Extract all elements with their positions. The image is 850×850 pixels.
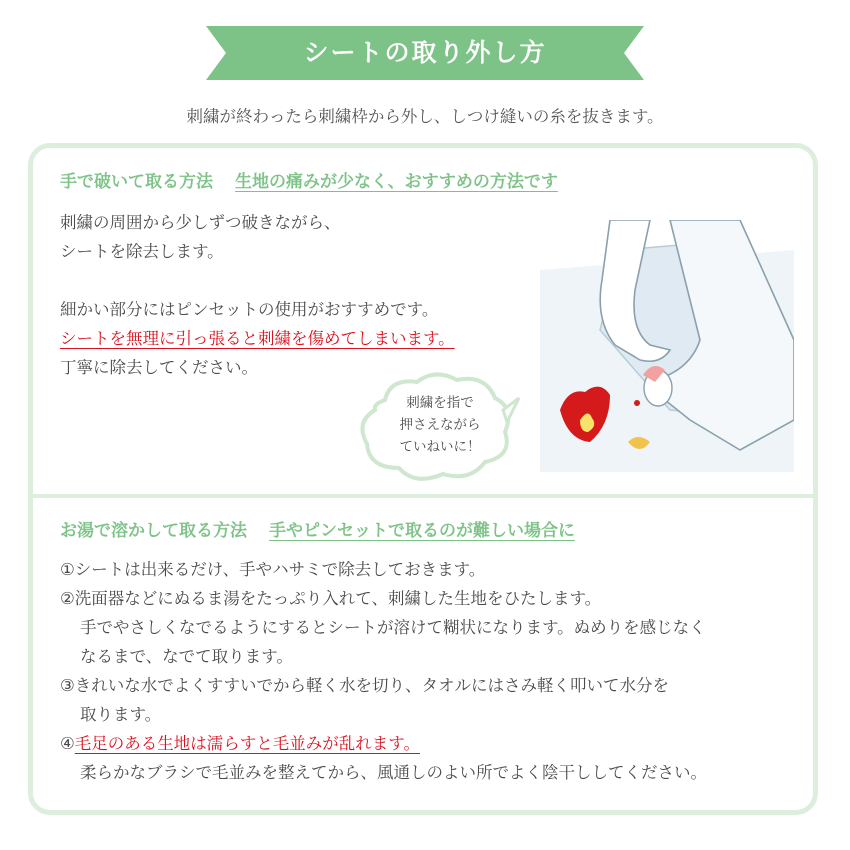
section1-subtitle: 生地の痛みが少なく、おすすめの方法です — [235, 172, 558, 192]
sheet-removal-illustration — [540, 220, 794, 472]
step4-warning: 毛足のある生地は濡らすと毛並みが乱れます。 — [74, 734, 420, 753]
section1-warning: シートを無理に引っ張ると刺繍を傷めてしまいます。 — [60, 329, 455, 348]
section1-line: 細かい部分にはピンセットの使用がおすすめです。 — [60, 300, 439, 319]
bubble-line: ていねいに！ — [399, 439, 481, 455]
title-ribbon — [206, 26, 644, 80]
step-line: ②洗面器などにぬるま湯をたっぷり入れて、刺繍した生地をひたします。 — [60, 589, 602, 608]
section1-body — [60, 208, 455, 382]
step-line: ①シートは出来るだけ、手やハサミで除去しておきます。 — [60, 560, 486, 579]
bubble-line: 押さえながら — [399, 417, 481, 433]
step-line: ③きれいな水でよくすすいでから軽く水を切り、タオルにはさみ軽く叩いて水分を — [60, 676, 669, 695]
bubble-line: 刺繍を指で — [406, 395, 474, 411]
speech-bubble-text — [380, 392, 500, 458]
section2-steps — [60, 555, 707, 787]
step4-number: ④ — [60, 734, 75, 753]
section2-title: お湯で溶かして取る方法 — [60, 521, 247, 541]
step-line: 取ります。 — [80, 705, 162, 724]
step-line: 柔らかなブラシで毛並みを整えてから、風通しのよい所でよく陰干ししてください。 — [80, 763, 707, 782]
section2-heading — [60, 516, 575, 541]
section1-line: 刺繍の周囲から少しずつ破きながら、 — [60, 213, 341, 232]
step4-line — [60, 729, 707, 758]
page-title: シートの取り外し方 — [303, 38, 547, 67]
step-line: なるまで、なでて取ります。 — [80, 647, 293, 666]
section-divider — [28, 494, 818, 498]
step-line: 手でやさしくなでるようにするとシートが溶けて糊状になります。ぬめりを感じなく — [80, 618, 706, 637]
section1-line: シートを除去します。 — [60, 242, 224, 261]
section1-closing: 丁寧に除去してください。 — [60, 358, 258, 377]
section1-title: 手で破いて取る方法 — [60, 172, 213, 192]
intro-text: 刺繍が終わったら刺繍枠から外し、しつけ縫いの糸を抜きます。 — [186, 107, 664, 126]
section1-heading — [60, 167, 558, 192]
section2-subtitle: 手やピンセットで取るのが難しい場合に — [269, 521, 575, 541]
